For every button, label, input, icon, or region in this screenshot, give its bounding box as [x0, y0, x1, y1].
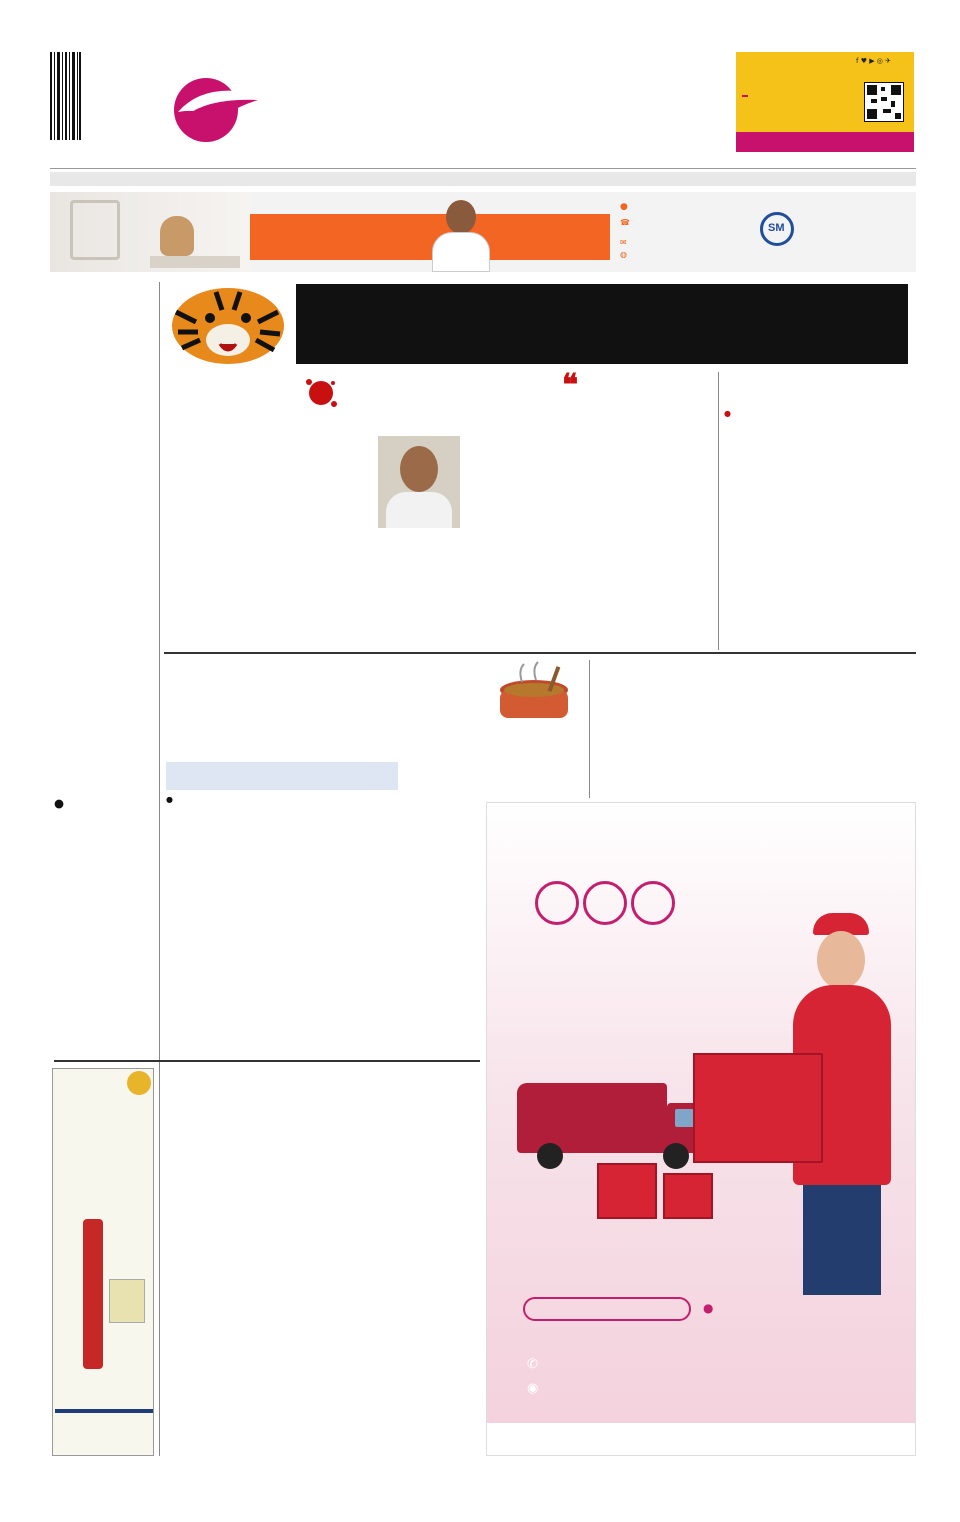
barcode-digits [38, 54, 48, 150]
logo-bird-icon [168, 70, 268, 145]
cargo-box-small-2 [663, 1173, 713, 1219]
blood-splatter-icon [304, 376, 338, 410]
catering-body [54, 850, 154, 1050]
cargo-van-icon [517, 1073, 717, 1169]
doctor-band [250, 214, 540, 260]
section-rule-2 [54, 1060, 480, 1062]
lead-body-2 [304, 430, 374, 648]
spray-bottle-icon [83, 1219, 103, 1369]
lead-body-1 [164, 386, 300, 648]
lead-kicker-box [304, 374, 556, 420]
barcode [48, 52, 82, 152]
cooking-pot-icon [492, 660, 576, 726]
quote-mark-icon: ❝ [562, 368, 579, 403]
tiger-icon [166, 282, 296, 366]
qr-code-icon [864, 82, 904, 122]
safa-logo-icon: SM [760, 212, 794, 246]
social-icons: f ♥ ▶ ◎ ✈ [856, 57, 891, 65]
left-story1-body [52, 340, 154, 762]
abc-cargo-ad[interactable] [486, 802, 916, 1456]
globe-icon: ◍ [620, 250, 627, 259]
abc-delivery [523, 1297, 691, 1321]
airport-rule [589, 660, 590, 798]
sidebar-rule [718, 372, 719, 650]
masthead-rule [50, 168, 916, 169]
abc-logo-c [631, 881, 675, 925]
phone-icon: ✆ [527, 1357, 538, 1372]
kveda-footer [55, 1409, 153, 1413]
catering-body-2b [272, 972, 374, 1054]
lead-headline-bar [296, 284, 908, 364]
bullet-icon: ● [166, 795, 173, 804]
meat-kicker [166, 794, 316, 805]
bullet-icon: ● [54, 796, 65, 810]
abc-logo-b [583, 881, 627, 925]
meat-body [166, 836, 316, 966]
top-promo[interactable] [736, 52, 914, 152]
promo-line2 [742, 95, 748, 97]
mail-icon: ✉ [620, 238, 627, 247]
catering-body-2a [166, 972, 268, 1054]
location-pin-icon: ● [620, 202, 628, 212]
bullet-icon: ● [724, 409, 731, 418]
catering-body-2c [378, 972, 480, 1054]
section-rule-1 [164, 652, 916, 654]
sidebar-sub [724, 408, 820, 419]
edition-bar [50, 172, 916, 186]
airport-body-3 [808, 706, 912, 798]
kveda-ad[interactable] [52, 1068, 154, 1456]
lead-body-4 [562, 498, 712, 648]
cream-tube-icon [109, 1279, 145, 1323]
meat-body-cont [322, 794, 478, 966]
cargo-box-small-1 [597, 1163, 657, 1219]
clinic-ad[interactable] [50, 192, 916, 272]
lead-body-3 [464, 430, 556, 648]
sidebar-body-cont [826, 402, 912, 648]
left-column-rule [159, 282, 160, 1456]
nursery-photo [50, 192, 250, 272]
lead-quote [562, 368, 712, 484]
sidebar-body [724, 436, 820, 648]
location-pin-icon: ● [703, 1301, 714, 1315]
doctor-photo [430, 198, 492, 270]
meat-headline-bar [166, 762, 398, 790]
phone-icon: ☎ [620, 218, 630, 227]
airport-body-2 [702, 706, 802, 798]
whatsapp-icon: ◉ [527, 1381, 539, 1396]
abc-logo-a [535, 881, 579, 925]
teddy-bear-icon [160, 216, 194, 256]
promo-url[interactable] [736, 132, 914, 152]
cargo-box-large [693, 1053, 823, 1163]
thomas-photo [378, 436, 460, 528]
kveda-badge [127, 1071, 151, 1095]
airport-body-1 [596, 706, 696, 798]
